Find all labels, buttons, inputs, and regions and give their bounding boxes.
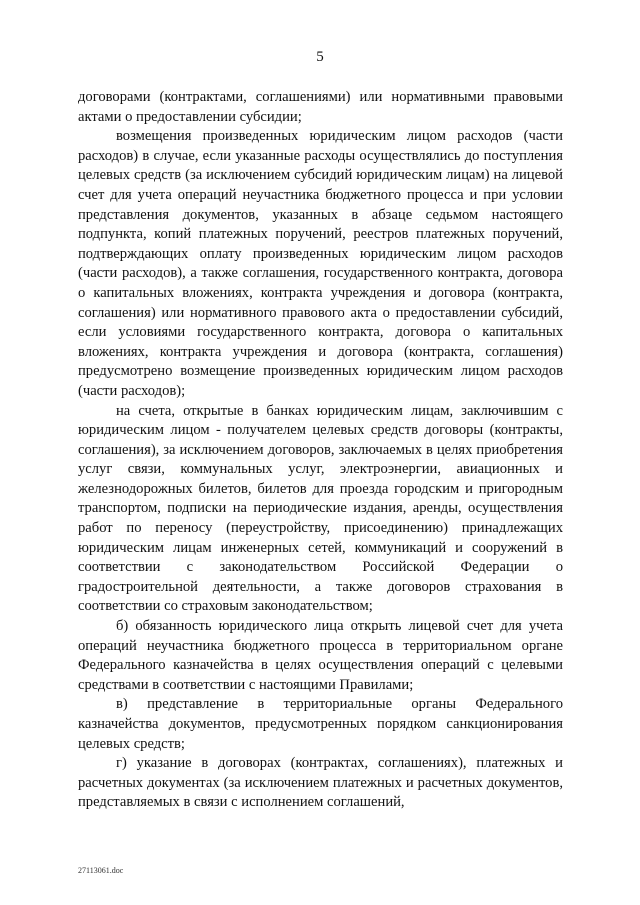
paragraph-bank-accounts: на счета, открытые в банках юридическим лицам, заключившим с юридическим лицом - получателем целевых средств договоры (контракты, соглашения), за исключением договоров, заключаемых в целях приобретения услуг связи, коммунальных услуг, электроэнергии, авиационных и железнодорожных билетов, билетов для проезда городским и пригородным транспортом, подписки на периодические издания, аренды, осуществления работ по переносу (переустройству, присоединению) принадлежащих юридическим лицам инженерных сетей, коммуникаций и сооружений в соответствии с законодательством Российской Федерации о градостроительной деятельности, а также договоров страхования в соответствии со страховым законодательством; xyxy=(78,402,563,615)
paragraph-continuation: договорами (контрактами, соглашениями) или нормативными правовыми актами о предоставлении субсидии; xyxy=(78,89,563,125)
page-number: 5 xyxy=(316,49,324,65)
paragraph-item-g: г) указание в договорах (контрактах, соглашениях), платежных и расчетных документах (за исключением платежных и расчетных документов, представляемых в связи с исполнением соглашений, xyxy=(78,755,563,811)
paragraph-item-v: в) представление в территориальные органы Федерального казначейства документов, предусмотренных порядком санкционирования целевых средств; xyxy=(78,696,563,752)
paragraph-reimbursement: возмещения произведенных юридическим лицом расходов (части расходов) в случае, если указанные расходы осуществлялись до поступления целевых средств (за исключением субсидий юридическим лицам) на лицевой счет для учета операций неучастника бюджетного процесса и при условии представления документов, указанных в абзаце седьмом настоящего подпункта, копий платежных поручений, реестров платежных поручений, подтверждающих оплату произведенных юридическим лицом расходов (части расходов), а также соглашения, государственного контракта, договора о капитальных вложениях, контракта учреждения и договора (контракта, соглашения) или нормативного правового акта о предоставлении субсидий, если условиями государственного контракта, договора о капитальных вложениях, контракта учреждения и договора (контракта, соглашения) предусмотрено возмещение произведенных юридическим лицом расходов (части расходов); xyxy=(78,128,563,399)
document-body xyxy=(78,88,563,813)
paragraph-item-b: б) обязанность юридического лица открыть лицевой счет для учета операций неучастника бюджетного процесса в территориальном органе Федерального казначейства в целях осуществления операций с целевыми средствами в соответствии с настоящими Правилами; xyxy=(78,618,563,693)
document-file-code: 27113061.doc xyxy=(78,866,124,875)
